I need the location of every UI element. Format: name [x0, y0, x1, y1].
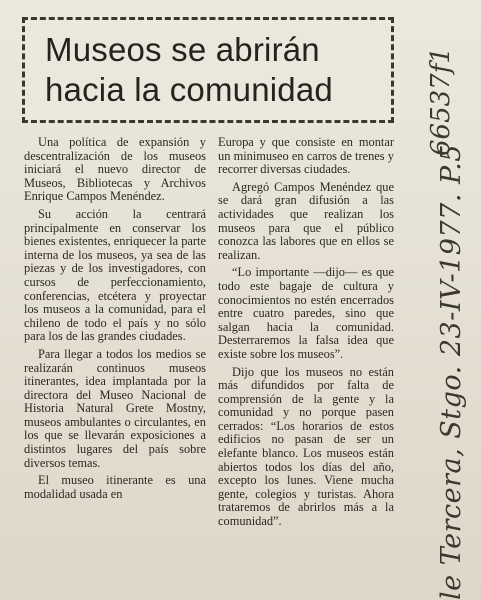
paragraph: Una política de expansión y descentralización de los museos iniciará el nuevo director de Museos, Bibliotecas y Archivos Enrique Campos Menéndez.	[24, 135, 206, 204]
handwritten-catalog-code: 66537f1	[426, 47, 456, 156]
paragraph: Dijo que los museos no están más difundidos por falta de comprensión de la gente y la comunidad y no porque pasen cerrados: “Los horarios de estos edificios no pasan de ser un elefante blanco. Los museos están abiertos todos los días del año, excepto los lunes. Viene mucha gente, colegios y turistas. Ahora trataremos de abrirlos más a la comunidad”.	[218, 364, 394, 529]
headline-line-2: hacia la comunidad	[45, 71, 333, 108]
paragraph: El museo itinerante es una modalidad usada en	[24, 473, 206, 501]
paragraph-continued: Europa y que consiste en montar un minimuseo en carros de trenes y recorrer diversas ciudades.	[218, 135, 394, 177]
paragraph: “Lo importante —dijo— es que todo este bagaje de cultura y conocimientos no estén encerrados entre cuatro paredes, sino que salgan hacia la comunidad. Desterraremos la falsa idea que existe sobre los museos”.	[218, 265, 394, 361]
paragraph: Agregó Campos Menéndez que se dará gran difusión a las actividades que realizan los museos para que el público conozca las labores que en ellos se realizan.	[218, 179, 394, 262]
article-column-right	[218, 136, 394, 533]
headline-line-1: Museos se abrirán	[45, 31, 320, 68]
handwritten-source-note: le Tercera, Stgo. 23-IV-1977. P.5	[436, 144, 467, 600]
article-column-left	[24, 136, 206, 505]
headline	[45, 30, 385, 110]
paragraph: Su acción la centrará principalmente en conservar los bienes existentes, enriquecer la parte interna de los museos, ya sea de las piezas y de los investigadores, con cursos de perfeccionamiento, conferencias, etcétera y proyectar los museos a la comunidad, para el chileno de todo el país y no sólo para los de las grandes ciudades.	[24, 206, 206, 344]
headline-frame	[22, 17, 394, 123]
paragraph: Para llegar a todos los medios se realizarán continuos museos itinerantes, idea implantada por la directora del Museo Nacional de Historia Natural Grete Mostny, museos ambulantes o circulantes, en los que se llevarán exposiciones a distintos lugares del país sobre diversos temas.	[24, 346, 206, 470]
